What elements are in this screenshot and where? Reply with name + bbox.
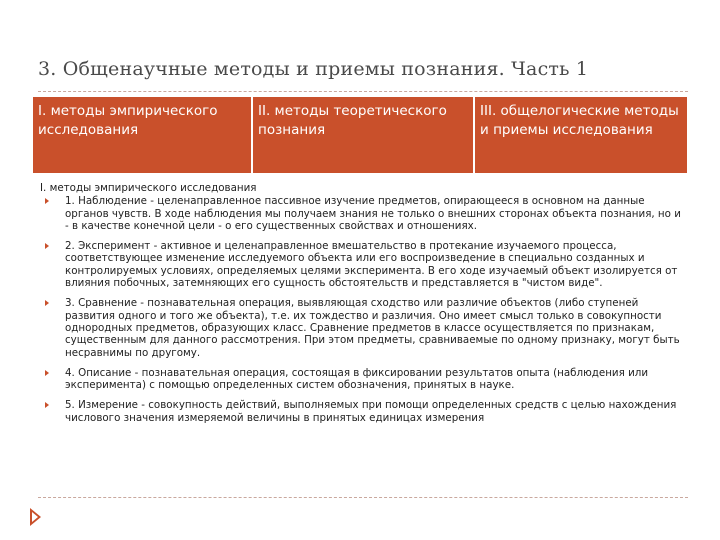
triangle-right-icon bbox=[45, 243, 49, 249]
footer-divider bbox=[38, 497, 688, 498]
triangle-right-icon bbox=[45, 198, 49, 204]
list-item-text: 1. Наблюдение - целенаправленное пассивное изучение предметов, опирающееся в основном на данные органов чувств. В ходе наблюдения мы получаем знания не только о внешних сторонах объекта познания, но и - в качестве конечной цели - о его существенных свойствах и отношениях. bbox=[65, 195, 681, 232]
slide-title: 3. Общенаучные методы и приемы познания. Часть 1 bbox=[38, 58, 589, 80]
list-item-measurement bbox=[40, 399, 685, 424]
list-item-observation bbox=[40, 195, 685, 232]
section-title: I. методы эмпирического исследования bbox=[40, 182, 257, 194]
list-item-text: 5. Измерение - совокупность действий, выполняемых при помощи определенных средств с целью нахождения числового значения измеряемой величины в принятых единицах измерения bbox=[65, 399, 677, 424]
triangle-right-icon bbox=[45, 300, 49, 306]
triangle-right-icon bbox=[45, 370, 49, 376]
content-body bbox=[40, 182, 685, 424]
methods-header-table bbox=[33, 97, 687, 173]
header-theoretical: II. методы теоретического познания bbox=[251, 97, 473, 173]
list-item-text: 4. Описание - познавательная операция, состоящая в фиксировании результатов опыта (наблюдения или эксперимента) с помощью определенных систем обозначения, принятых в науке. bbox=[65, 366, 649, 392]
list-item-text: 3. Сравнение - познавательная операция, выявляющая сходство или различие объектов (либо ступеней развития одного и того же объекта), т.е. их тождество и различия. Оно имеет смысл только в совокупности однородных предметов, образующих класс. Сравнение предметов в классе осуществляется по признакам, существенным для данного рассмотрения. При этом предметы, сравниваемые по одному признаку, могут быть несравнимы по другому. bbox=[65, 297, 680, 359]
title-divider bbox=[38, 91, 688, 92]
list-item-experiment bbox=[40, 240, 685, 289]
list-item-description bbox=[40, 367, 685, 392]
next-slide-arrow-icon[interactable] bbox=[30, 508, 41, 526]
header-empirical: I. методы эмпирического исследования bbox=[38, 103, 218, 138]
header-general-logical: III. общелогические методы и приемы исследования bbox=[473, 97, 687, 173]
list-item-comparison bbox=[40, 297, 685, 358]
list-item-text: 2. Эксперимент - активное и целенаправленное вмешательство в протекание изучаемого процесса, соответствующее изменение исследуемого объекта или его воспроизведение в специально созданных и контролируемых условиях, определяемых целями эксперимента. В его ходе изучаемый объект изолируется от влияния побочных, затемняющих его сущность обстоятельств и представляется в "чистом виде". bbox=[65, 240, 678, 290]
triangle-right-icon bbox=[45, 402, 49, 408]
